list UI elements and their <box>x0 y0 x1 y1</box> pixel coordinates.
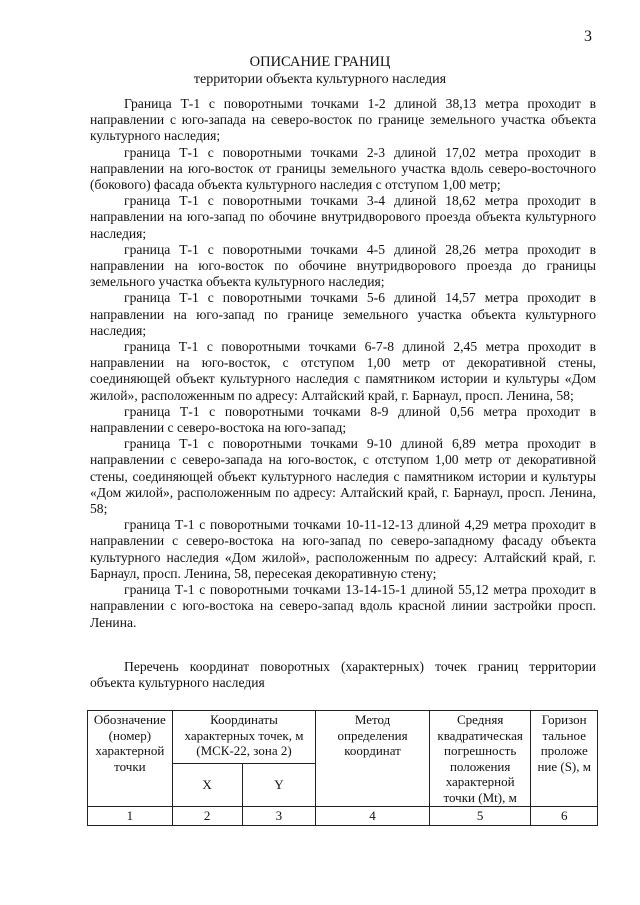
paragraph: граница Т-1 с поворотными точками 6-7-8 длиной 2,45 метра проходит в направлении на юго-восток, с отступом 1,00 метр от декоративной стены, соединяющей объект культурного наследия с памятником истории и культуры «Дом жилой», расположенным по адресу: Алтайский край, г. Барнаул, просп. Ленина, 58; <box>90 339 596 403</box>
coordinates-list-intro <box>90 659 596 691</box>
paragraph: граница Т-1 с поворотными точками 8-9 длиной 0,56 метра проходит в направлении с северо-востока на юго-запад; <box>90 403 596 436</box>
header-y: Y <box>242 764 316 807</box>
title-subheading: территории объекта культурного наследия <box>193 72 447 87</box>
paragraph: граница Т-1 с поворотными точками 2-3 длиной 17,02 метра проходит в направлении на юго-восток от границы земельного участка вдоль северо-восточного (бокового) фасада объекта культурного наследия с отступом 1,00 метр; <box>90 144 596 193</box>
paragraph: граница Т-1 с поворотными точками 13-14-15-1 длиной 55,12 метра проходит в направлении с юго-востока на северо-запад вдоль красной линии застройки просп. Ленина. <box>90 582 596 630</box>
header-point-designation: Обозначение (номер) характерной точки <box>88 711 173 807</box>
header-horizontal-distance: Горизон тальное проложе ние (S), м <box>531 711 598 807</box>
paragraph: граница Т-1 с поворотными точками 5-6 длиной 14,57 метра проходит в направлении на юго-запад по границе земельного участка объекта культурного наследия; <box>90 290 596 338</box>
paragraph: граница Т-1 с поворотными точками 3-4 длиной 18,62 метра проходит в направлении на юго-запад по обочине внутридворового проезда объекта культурного наследия; <box>90 193 596 241</box>
paragraph: граница Т-1 с поворотными точками 4-5 длиной 28,26 метра проходит в направлении на юго-восток по обочине внутридворового проезда до границы земельного участка объекта культурного наследия; <box>90 241 596 290</box>
coordinates-table <box>87 710 598 826</box>
column-number-cell: 3 <box>242 807 316 826</box>
document-title <box>0 54 640 88</box>
column-number-cell: 4 <box>316 807 430 826</box>
paragraph: граница Т-1 с поворотными точками 10-11-12-13 длиной 4,29 метра проходит в направлении с северо-востока на юго-запад по северо-западному фасаду объекта культурного наследия «Дом жилой», расположенным по адресу: Алтайский край, г. Барнаул, просп. Ленина, 58, пересекая декоративную стену; <box>90 517 596 581</box>
header-method: Метод определения координат <box>316 711 430 807</box>
paragraph: граница Т-1 с поворотными точками 9-10 длиной 6,89 метра проходит в направлении с северо-запада на юго-восток, с отступом 1,00 метр от декоративной стены, соединяющей объект культурного наследия с памятником истории и культуры «Дом жилой», расположенным по адресу: Алтайский край, г. Барнаул, просп. Ленина, 58; <box>90 436 596 517</box>
title-heading: ОПИСАНИЕ ГРАНИЦ <box>249 54 391 70</box>
header-coordinates: Координаты характерных точек, м (МСК-22, зона 2) <box>172 711 316 764</box>
header-mean-error: Средняя квадратическая погрешность положения характерной точки (Mt), м <box>429 711 531 807</box>
column-number-cell: 2 <box>172 807 242 826</box>
table-header-row <box>88 711 598 764</box>
list-intro-text: Перечень координат поворотных (характерных) точек границ территории объекта культурного наследия <box>90 659 596 691</box>
table-row <box>88 807 598 826</box>
header-x: X <box>172 764 242 807</box>
paragraph: Граница Т-1 с поворотными точками 1-2 длиной 38,13 метра проходит в направлении с юго-запада на северо-восток по границе земельного участка объекта культурного наследия; <box>90 96 596 144</box>
page-number: 3 <box>584 28 592 45</box>
column-number-cell: 6 <box>531 807 598 826</box>
boundary-description <box>90 96 596 631</box>
column-number-cell: 5 <box>429 807 531 826</box>
column-number-cell: 1 <box>88 807 173 826</box>
